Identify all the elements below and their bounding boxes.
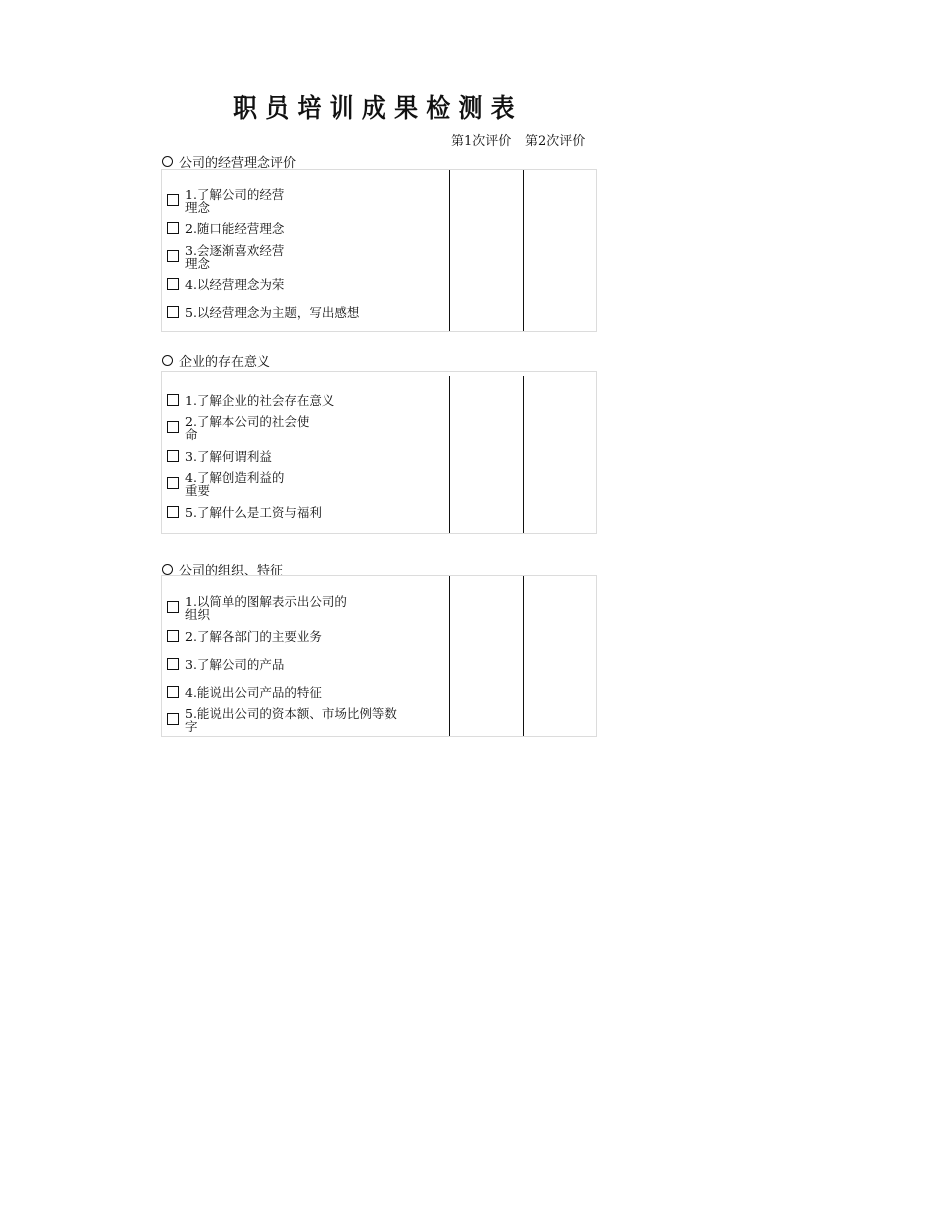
circle-bullet-icon — [162, 156, 173, 167]
item-text-line1: 2.了解本公司的社会使 — [185, 414, 310, 429]
checklist-box-management-philosophy — [161, 169, 597, 332]
checkbox[interactable] — [167, 394, 179, 406]
circle-bullet-icon — [162, 564, 173, 575]
checkbox[interactable] — [167, 630, 179, 642]
section-title-enterprise-significance — [162, 351, 270, 370]
checkbox[interactable] — [167, 658, 179, 670]
column-divider — [449, 170, 450, 331]
column-header-second-evaluation: 第2次评价 — [525, 134, 586, 149]
checkbox[interactable] — [167, 278, 179, 290]
section-title-text: 企业的存在意义 — [179, 355, 271, 370]
checkbox[interactable] — [167, 306, 179, 318]
section-title-text: 公司的组织、特征 — [179, 564, 284, 579]
item-text: 4.以经营理念为荣 — [185, 277, 285, 292]
page-title: 职员培训成果检测表 — [233, 94, 523, 124]
checkbox[interactable] — [167, 506, 179, 518]
item-text: 4.能说出公司产品的特征 — [185, 685, 322, 700]
item-text: 5.以经营理念为主题，写出感想 — [185, 305, 360, 320]
checklist-box-organization-features — [161, 575, 597, 737]
checkbox[interactable] — [167, 421, 179, 433]
item-text-line2: 字 — [185, 719, 198, 734]
item-text-line2: 命 — [185, 427, 198, 442]
item-text: 5.了解什么是工资与福利 — [185, 505, 322, 520]
column-divider — [523, 376, 524, 533]
item-text-line1: 1.以简单的图解表示出公司的 — [185, 594, 347, 609]
item-text-line1: 1.了解公司的经营 — [185, 187, 285, 202]
item-text-line1: 5.能说出公司的资本额、市场比例等数 — [185, 706, 397, 721]
item-text-line2: 理念 — [185, 256, 211, 271]
checkbox[interactable] — [167, 222, 179, 234]
item-text-line1: 4.了解创造利益的 — [185, 470, 285, 485]
item-text-line2: 重要 — [185, 483, 211, 498]
checkbox[interactable] — [167, 601, 179, 613]
item-text: 2.了解各部门的主要业务 — [185, 629, 322, 644]
circle-bullet-icon — [162, 355, 173, 366]
column-header-first-evaluation: 第1次评价 — [451, 134, 512, 149]
item-text: 3.了解何谓利益 — [185, 449, 272, 464]
checkbox[interactable] — [167, 194, 179, 206]
checklist-box-enterprise-significance — [161, 371, 597, 534]
checkbox[interactable] — [167, 686, 179, 698]
item-text-line2: 组织 — [185, 607, 211, 622]
item-text: 1.了解企业的社会存在意义 — [185, 393, 335, 408]
checkbox[interactable] — [167, 250, 179, 262]
item-text-line2: 理念 — [185, 200, 211, 215]
item-text: 2.随口能经营理念 — [185, 221, 285, 236]
section-title-text: 公司的经营理念评价 — [179, 156, 297, 171]
item-text-line1: 3.会逐渐喜欢经营 — [185, 243, 285, 258]
column-divider — [523, 576, 524, 736]
checkbox[interactable] — [167, 713, 179, 725]
column-divider — [523, 170, 524, 331]
checkbox[interactable] — [167, 450, 179, 462]
item-text: 3.了解公司的产品 — [185, 657, 285, 672]
column-divider — [449, 376, 450, 533]
column-divider — [449, 576, 450, 736]
checkbox[interactable] — [167, 477, 179, 489]
